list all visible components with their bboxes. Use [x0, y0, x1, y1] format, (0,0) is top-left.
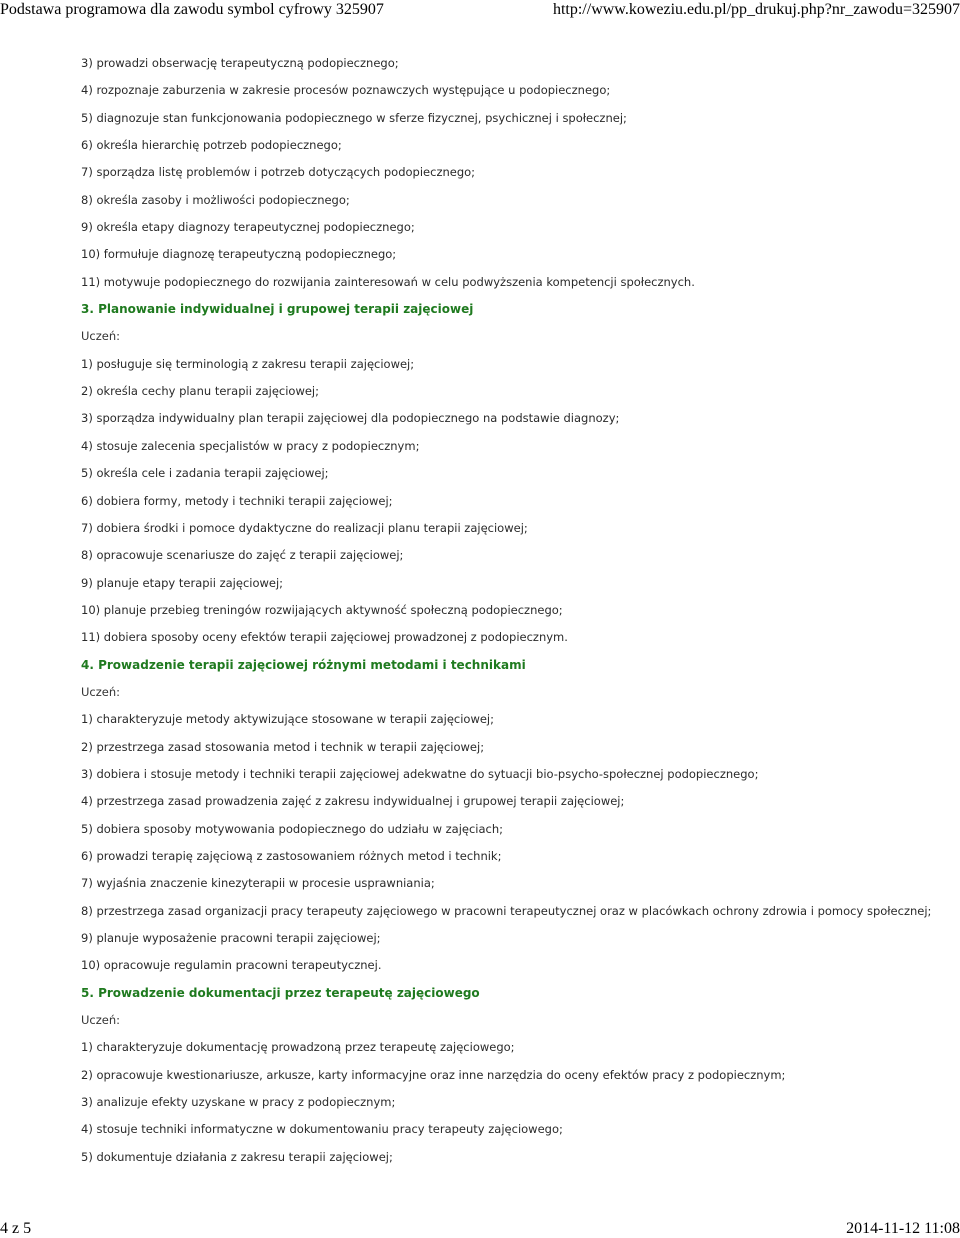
student-label: Uczeń: [81, 684, 121, 699]
list-item: 6) prowadzi terapię zajęciową z zastosowaniem różnych metod i technik; [81, 848, 502, 863]
print-header [0, 0, 960, 24]
page-number: 4 z 5 [0, 1220, 32, 1237]
list-item: 1) charakteryzuje dokumentację prowadzoną przez terapeutę zajęciowego; [81, 1040, 515, 1055]
list-item: 2) opracowuje kwestionariusze, arkusze, karty informacyjne oraz inne narzędzia do oceny efektów pracy z podopiecznym; [81, 1067, 786, 1082]
list-item: 5) dokumentuje działania z zakresu terapii zajęciowej; [81, 1149, 393, 1164]
list-item: 9) planuje wyposażenie pracowni terapii zajęciowej; [81, 931, 381, 945]
section-title: 5. Prowadzenie dokumentacji przez terapeutę zajęciowego [81, 985, 480, 1000]
list-item: 1) posługuje się terminologią z zakresu terapii zajęciowej; [81, 356, 415, 371]
list-item: 2) przestrzega zasad stosowania metod i technik w terapii zajęciowej; [81, 739, 485, 754]
section-2-list [81, 52, 941, 298]
list-item: 11) motywuje podopiecznego do rozwijania zainteresowań w celu podwyższenia kompetencji społecznych. [81, 274, 695, 289]
document-title: Podstawa programowa dla zawodu symbol cyfrowy 325907 [0, 1, 384, 18]
list-item: 4) przestrzega zasad prowadzenia zajęć z zakresu indywidualnej i grupowej terapii zajęciowej; [81, 794, 625, 809]
list-item: 8) określa zasoby i możliwości podopiecznego; [81, 192, 350, 207]
student-label: Uczeń: [81, 329, 121, 344]
list-item: 6) dobiera formy, metody i techniki terapii zajęciowej; [81, 493, 393, 508]
list-item: 4) stosuje techniki informatyczne w dokumentowaniu pracy terapeuty zajęciowego; [81, 1122, 563, 1137]
list-item: 9) określa etapy diagnozy terapeutycznej podopiecznego; [81, 220, 415, 235]
list-item: 5) diagnozuje stan funkcjonowania podopiecznego w sferze fizycznej, psychicznej i społecznej; [81, 110, 627, 125]
list-item: 4) rozpoznaje zaburzenia w zakresie procesów poznawczych występujące u podopiecznego; [81, 83, 611, 98]
list-item: 2) określa cechy planu terapii zajęciowej; [81, 384, 320, 399]
list-item: 10) planuje przebieg treningów rozwijających aktywność społeczną podopiecznego; [81, 602, 563, 617]
section-4 [81, 654, 941, 982]
list-item: 10) opracowuje regulamin pracowni terapeutycznej. [81, 958, 382, 973]
section-title: 3. Planowanie indywidualnej i grupowej terapii zajęciowej [81, 302, 474, 317]
section-title: 4. Prowadzenie terapii zajęciowej różnymi metodami i technikami [81, 657, 526, 672]
list-item: 1) charakteryzuje metody aktywizujące stosowane w terapii zajęciowej; [81, 712, 495, 727]
list-item: 3) dobiera i stosuje metody i techniki terapii zajęciowej adekwatne do sytuacji bio-psycho-społecznej podopiecznego; [81, 766, 759, 781]
list-item: 3) sporządza indywidualny plan terapii zajęciowej dla podopiecznego na podstawie diagnozy; [81, 411, 620, 426]
list-item: 4) stosuje zalecenia specjalistów w pracy z podopiecznym; [81, 438, 420, 453]
student-label: Uczeń: [81, 1013, 121, 1028]
list-item: 7) wyjaśnia znaczenie kinezyterapii w procesie usprawniania; [81, 876, 435, 891]
print-datetime: 2014-11-12 11:08 [846, 1220, 960, 1237]
list-item: 3) analizuje efekty uzyskane w pracy z podopiecznym; [81, 1095, 396, 1110]
list-item: 8) przestrzega zasad organizacji pracy terapeuty zajęciowego w pracowni terapeutycznej oraz w placówkach ochrony zdrowia i pomocy społecznej; [81, 903, 932, 918]
list-item: 9) planuje etapy terapii zajęciowej; [81, 575, 284, 590]
page-url: http://www.koweziu.edu.pl/pp_drukuj.php?nr_zawodu=325907 [552, 1, 960, 18]
list-item: 5) określa cele i zadania terapii zajęciowej; [81, 466, 329, 481]
list-item: 8) opracowuje scenariusze do zajęć z terapii zajęciowej; [81, 548, 404, 563]
list-item: 6) określa hierarchię potrzeb podopiecznego; [81, 138, 342, 153]
list-item: 10) formułuje diagnozę terapeutyczną podopiecznego; [81, 247, 397, 262]
print-footer [0, 1220, 960, 1238]
list-item: 5) dobiera sposoby motywowania podopiecznego do udziału w zajęciach; [81, 821, 504, 836]
list-item: 7) sporządza listę problemów i potrzeb dotyczących podopiecznego; [81, 165, 476, 180]
section-3 [81, 298, 941, 653]
document-body [81, 52, 941, 1173]
list-item: 3) prowadzi obserwację terapeutyczną podopiecznego; [81, 56, 399, 70]
section-5 [81, 982, 941, 1173]
list-item: 7) dobiera środki i pomoce dydaktyczne do realizacji planu terapii zajęciowej; [81, 520, 528, 535]
list-item: 11) dobiera sposoby oceny efektów terapii zajęciowej prowadzonej z podopiecznym. [81, 630, 568, 645]
